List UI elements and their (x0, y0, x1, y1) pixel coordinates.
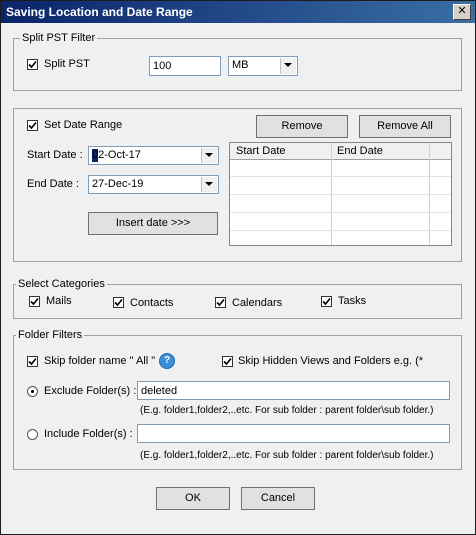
checkmark-icon (28, 60, 37, 69)
insert-date-button-label: Insert date >>> (115, 217, 191, 229)
remove-all-button[interactable] (359, 115, 451, 138)
contacts-label: Contacts (130, 297, 174, 309)
close-button[interactable]: ✕ (453, 4, 471, 20)
select-categories-group (13, 278, 462, 319)
column-header-start-date[interactable]: Start Date (236, 145, 286, 157)
row-divider (230, 212, 451, 213)
checkmark-icon (322, 297, 331, 306)
end-date-label: End Date : (27, 178, 79, 190)
folder-filters-group (13, 329, 462, 470)
help-icon[interactable]: ? (159, 353, 175, 369)
checkmark-icon (223, 357, 232, 366)
checkmark-icon (28, 121, 37, 130)
include-folders-input[interactable] (137, 424, 450, 443)
checkmark-icon (114, 298, 123, 307)
skip-hidden-views-checkbox[interactable] (222, 356, 233, 367)
column-header-end-date[interactable]: End Date (337, 145, 383, 157)
remove-button-label: Remove (281, 120, 323, 132)
include-folders-radio[interactable] (27, 429, 38, 440)
table-header (230, 143, 451, 160)
row-divider (230, 230, 451, 231)
mails-label: Mails (46, 295, 72, 307)
remove-all-button-label: Remove All (377, 120, 433, 132)
title-bar[interactable] (1, 1, 475, 23)
window-title: Saving Location and Date Range (6, 5, 193, 19)
date-range-group (13, 108, 462, 262)
start-date-label: Start Date : (27, 149, 83, 161)
include-folders-hint: (E.g. folder1,folder2,..etc. For sub folder : parent folder\sub folder.) (140, 450, 434, 461)
contacts-checkbox[interactable] (113, 297, 124, 308)
cancel-button[interactable] (241, 487, 315, 510)
tasks-label: Tasks (338, 295, 367, 307)
select-categories-legend: Select Categories (18, 278, 105, 290)
calendar-dropdown-icon[interactable] (201, 177, 217, 192)
split-unit-select[interactable] (228, 56, 298, 76)
set-date-range-checkbox[interactable] (27, 120, 38, 131)
cancel-button-label: Cancel (260, 492, 296, 504)
split-pst-label: Split PST (44, 58, 90, 70)
split-pst-filter-group (13, 32, 462, 91)
exclude-folders-hint: (E.g. folder1,folder2,..etc. For sub folder : parent folder\sub folder.) (140, 405, 434, 416)
skip-all-folder-label: Skip folder name " All " (44, 355, 156, 367)
dropdown-arrow-icon[interactable] (280, 58, 296, 74)
checkmark-icon (216, 298, 225, 307)
calendars-label: Calendars (232, 297, 283, 309)
split-pst-checkbox[interactable] (27, 59, 38, 70)
exclude-folders-radio[interactable] (27, 386, 38, 397)
tasks-checkbox[interactable] (321, 296, 332, 307)
mails-checkbox[interactable] (29, 296, 40, 307)
checkmark-icon (30, 297, 39, 306)
split-pst-filter-legend: Split PST Filter (22, 32, 96, 44)
end-date-value: 27-Dec-19 (92, 178, 144, 190)
set-date-range-label: Set Date Range (44, 119, 123, 131)
start-date-picker[interactable] (88, 146, 219, 165)
exclude-folders-label: Exclude Folder(s) : (44, 385, 137, 397)
insert-date-button[interactable] (88, 212, 218, 235)
calendars-checkbox[interactable] (215, 297, 226, 308)
remove-button[interactable] (256, 115, 348, 138)
date-range-table[interactable] (229, 142, 452, 246)
split-size-input[interactable]: 100 (149, 56, 221, 76)
skip-all-folder-checkbox[interactable] (27, 356, 38, 367)
checkmark-icon (28, 357, 37, 366)
include-folders-label: Include Folder(s) : (44, 428, 133, 440)
end-date-picker[interactable] (88, 175, 219, 194)
row-divider (230, 194, 451, 195)
row-divider (230, 176, 451, 177)
ok-button[interactable] (156, 487, 230, 510)
skip-hidden-views-label: Skip Hidden Views and Folders e.g. (* (238, 355, 424, 367)
exclude-folders-input[interactable]: deleted (137, 381, 450, 400)
folder-filters-legend: Folder Filters (18, 329, 83, 341)
split-unit-value: MB (232, 59, 249, 71)
start-date-value: 02-Oct-17 (92, 149, 141, 161)
calendar-dropdown-icon[interactable] (201, 148, 217, 163)
ok-button-label: OK (185, 492, 201, 504)
radio-selected-dot (31, 390, 34, 393)
